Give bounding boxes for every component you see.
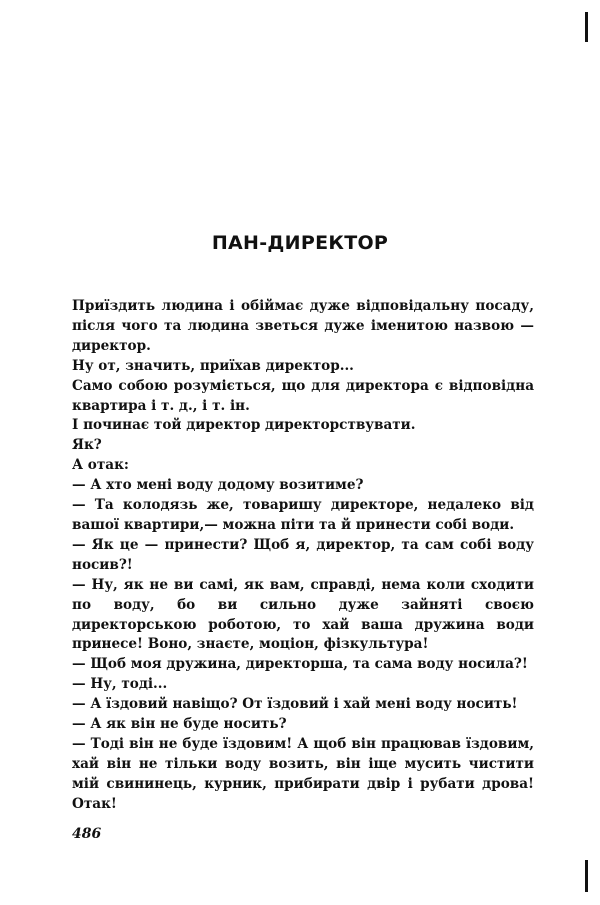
paragraph: А отак:: [72, 457, 129, 474]
paragraph: Само собою розуміється, що для директора є відповідна квартира і т. д., і т. ін.: [72, 377, 534, 414]
paragraph: — А їздовий навіщо? От їздовий і хай мені воду носить!: [72, 696, 518, 713]
paragraph: — Щоб моя дружина, директорша, та сама воду носила?!: [72, 656, 528, 673]
paragraph: Як?: [72, 437, 102, 454]
paragraph: — Ну, тоді...: [72, 676, 168, 693]
page-number: 486: [72, 826, 102, 842]
paragraph: — Тоді він не буде їздовим! А щоб він працював їздовим, хай він не тільки воду возить, він іще мусить чистити мій свининець, курник, прибирати двір і рубати дрова! Отак!: [72, 735, 534, 812]
paragraph: — Та колодязь же, товаришу директоре, недалеко від вашої квартири,— можна піти та й принести собі води.: [72, 497, 534, 533]
page-title: ПАН-ДИРЕКТОР: [211, 232, 389, 254]
paragraph: — Ну, як не ви самі, як вам, справді, нема коли сходити по воду, бо ви сильно дуже зайняті своєю директорською роботою, то хай ваша дружина води принесе! Воно, знаєте, моціон, фізкультура!: [72, 576, 534, 653]
paragraph: І починає той директор директорствувати.: [72, 417, 416, 434]
paragraph: — А хто мені воду додому возитиме?: [72, 477, 364, 494]
page-edge-mark-bottom: [585, 860, 588, 892]
paragraph: Приїздить людина і обіймає дуже відповідальну посаду, після чого та людина зветься дуже іменитою назвою — директор.: [72, 298, 534, 354]
paragraph: Ну от, значить, приїхав директор...: [72, 357, 354, 374]
paragraph: — Як це — принести? Щоб я, директор, та сам собі воду носив?!: [72, 536, 534, 573]
body-text: [72, 297, 534, 815]
page-edge-mark-top: [585, 12, 588, 42]
paragraph: — А як він не буде носить?: [72, 716, 287, 733]
